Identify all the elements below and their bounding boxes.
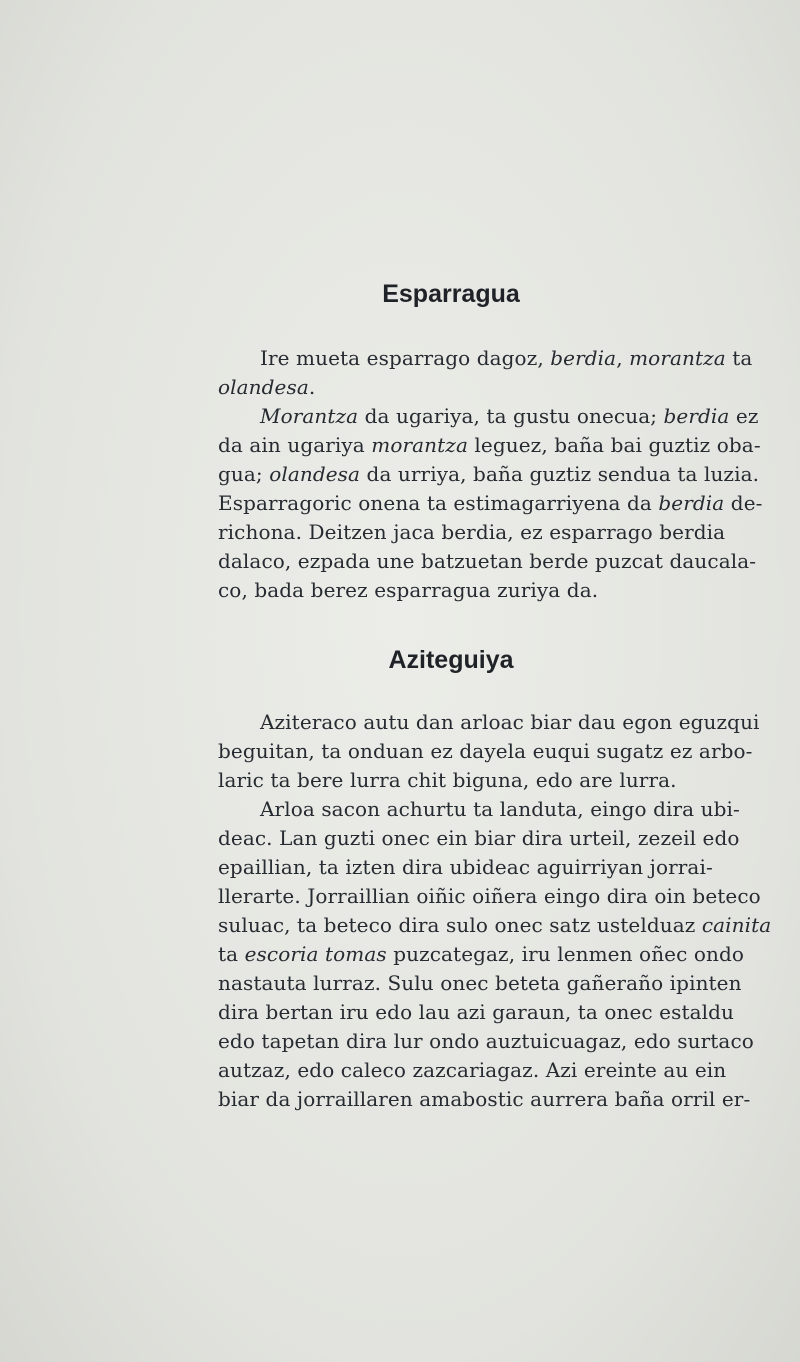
text-segment: Esparragoric onena ta estimagarriyena da <box>218 491 659 515</box>
text-segment: autzaz, edo caleco zazcariagaz. Azi ereinte au ein <box>218 1058 727 1082</box>
section-title: Aziteguiya <box>388 646 514 674</box>
text-segment: dira bertan iru edo lau azi garaun, ta onec estaldu <box>218 1000 735 1024</box>
text-line <box>218 489 763 518</box>
text-segment: epaillian, ta izten dira ubideac aguirriyan jorrai- <box>218 855 713 879</box>
text-segment: , <box>616 346 630 370</box>
text-segment: de- <box>724 491 763 515</box>
italic-term: olandesa <box>218 375 309 399</box>
italic-term: berdia <box>658 491 725 515</box>
text-segment: llerarte. Jorraillian oiñic oiñera eingo dira oin beteco <box>218 884 761 908</box>
text-line <box>218 969 742 998</box>
section-title: Esparragua <box>382 280 520 308</box>
text-segment: puzcategaz, iru lenmen oñec ondo <box>386 942 745 966</box>
italic-term: morantza <box>371 433 468 457</box>
text-line <box>218 998 735 1027</box>
italic-term: berdia <box>663 404 730 428</box>
text-segment: Arloa sacon achurtu ta landuta, eingo dira ubi- <box>260 797 740 821</box>
text-line <box>260 795 740 824</box>
text-line <box>218 853 713 882</box>
text-line <box>218 373 684 402</box>
text-line <box>218 1027 754 1056</box>
text-segment: gua; <box>218 462 270 486</box>
text-segment: nastauta lurraz. Sulu onec beteta gañeraño ipinten <box>218 971 742 995</box>
text-segment: laric ta bere lurra chit biguna, edo are lurra. <box>218 768 677 792</box>
text-line <box>260 344 753 373</box>
text-line <box>218 460 760 489</box>
text-segment: Ire mueta esparrago dagoz, <box>260 346 551 370</box>
italic-term: morantza <box>629 346 726 370</box>
text-line <box>218 766 684 795</box>
text-line <box>218 576 684 605</box>
text-line <box>218 737 753 766</box>
text-segment: da urriya, baña guztiz sendua ta luzia. <box>360 462 760 486</box>
text-segment: beguitan, ta onduan ez dayela euqui sugatz ez arbo- <box>218 739 753 763</box>
italic-term: cainita <box>701 913 772 937</box>
text-line <box>218 824 740 853</box>
text-line <box>218 547 757 576</box>
text-segment: . <box>308 375 316 399</box>
text-segment: co, bada berez esparragua zuriya da. <box>218 578 599 602</box>
italic-term: berdia <box>550 346 617 370</box>
italic-term: Morantza <box>260 404 359 428</box>
text-line <box>218 882 761 911</box>
text-segment: ta <box>218 942 245 966</box>
text-segment: edo tapetan dira lur ondo auztuicuagaz, edo surtaco <box>218 1029 754 1053</box>
text-segment: richona. Deitzen jaca berdia, ez esparrago berdia <box>218 520 726 544</box>
italic-term: olandesa <box>269 462 361 486</box>
text-segment: da ugariya, ta gustu onecua; <box>358 404 664 428</box>
text-line <box>260 708 760 737</box>
text-line <box>218 431 761 460</box>
text-segment: biar da jorraillaren amabostic aurrera baña orril er- <box>218 1087 751 1111</box>
italic-term: escoria tomas <box>244 942 387 966</box>
text-line <box>218 911 772 940</box>
text-line <box>218 1085 751 1114</box>
text-segment: dalaco, ezpada une batzuetan berde puzcat daucala- <box>218 549 757 573</box>
text-segment: suluac, ta beteco dira sulo onec satz ustelduaz <box>218 913 702 937</box>
text-segment: ta <box>725 346 753 370</box>
text-segment: leguez, baña bai guztiz oba- <box>467 433 761 457</box>
text-segment: ez <box>729 404 759 428</box>
text-line <box>260 402 759 431</box>
text-line <box>218 940 745 969</box>
text-segment: Aziteraco autu dan arloac biar dau egon eguzqui <box>260 710 760 734</box>
text-segment: deac. Lan guzti onec ein biar dira urteil, zezeil edo <box>218 826 740 850</box>
text-line <box>218 1056 727 1085</box>
text-line <box>218 518 726 547</box>
text-segment: da ain ugariya <box>218 433 372 457</box>
